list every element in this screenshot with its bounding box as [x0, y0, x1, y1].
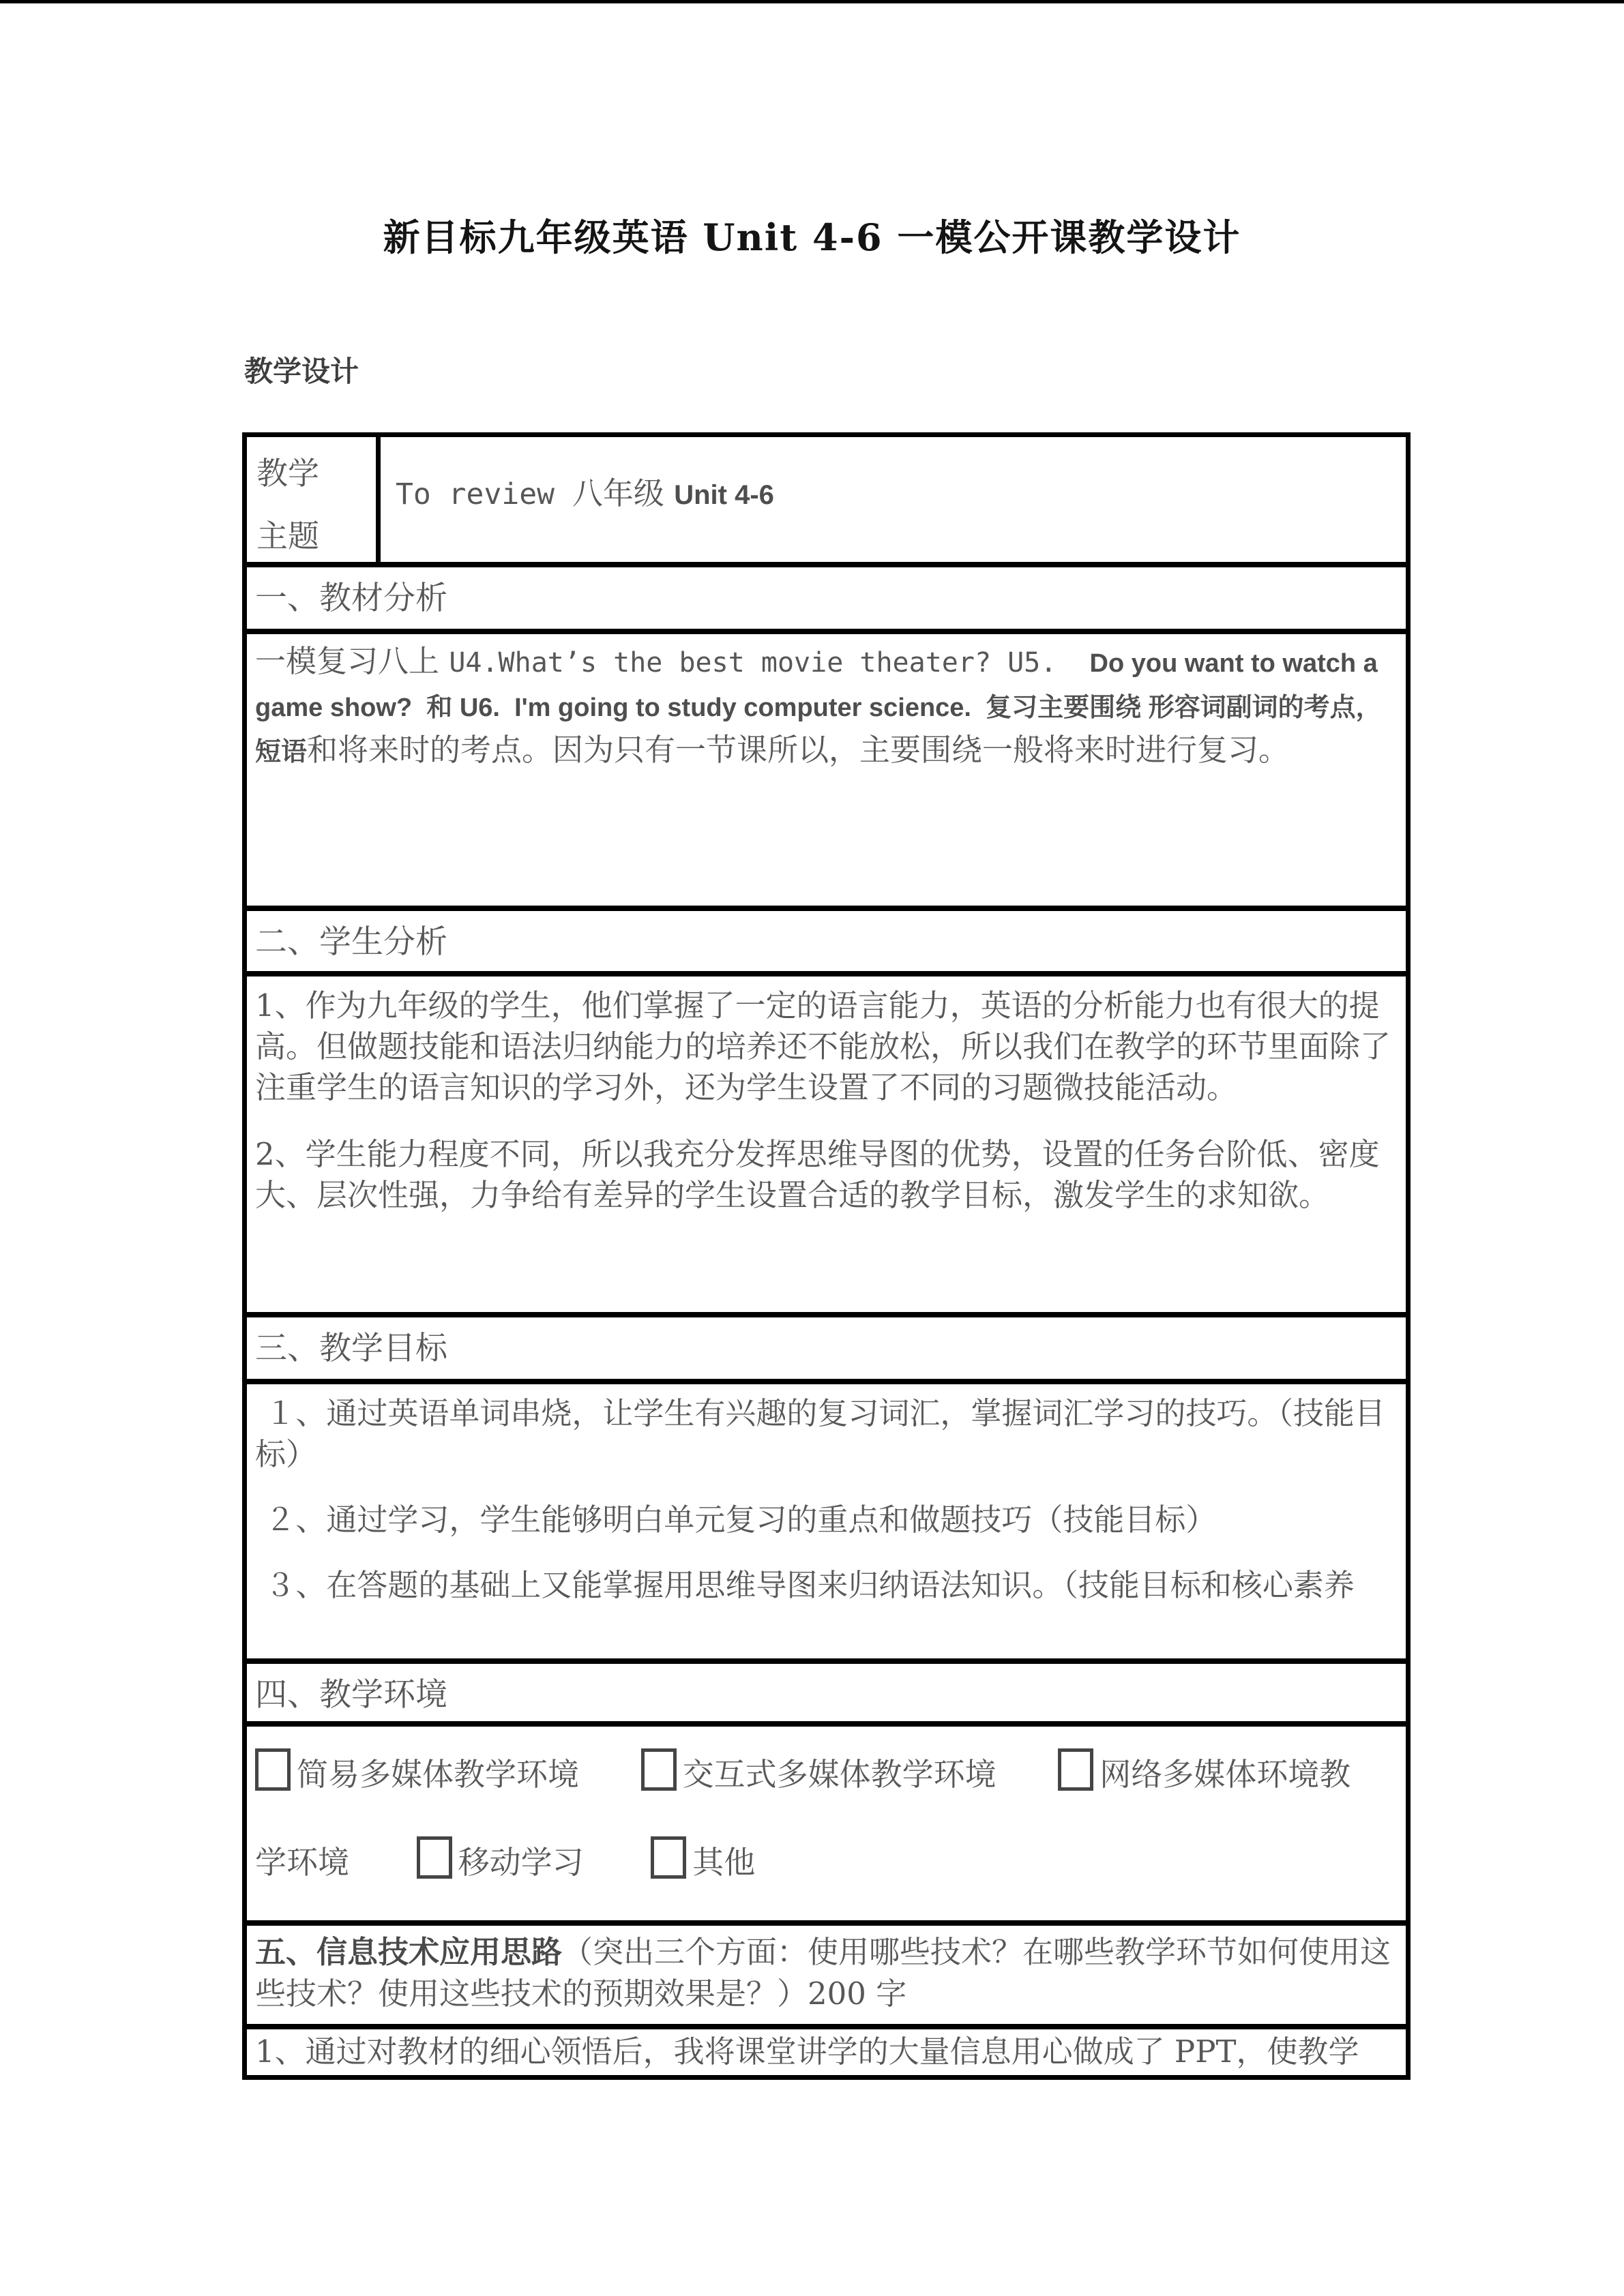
section1-body-row — [247, 634, 1406, 911]
section1-header-row — [247, 567, 1406, 634]
env-options-line1 — [255, 1748, 1399, 1798]
theme-label-line1: 教学 — [256, 455, 319, 492]
env-option-label-3-part: 网络多媒体环境教 — [1099, 1756, 1351, 1793]
section4-header-row — [247, 1664, 1406, 1727]
teaching-design-table — [242, 432, 1411, 2080]
env-option-label-4: 移动学习 — [458, 1844, 584, 1881]
section1-run-bold: Do you want to watch a game show? 和 U6. I'm going to study computer science. 复习主要围绕 形容词副词的考点，短语 — [255, 649, 1385, 766]
section2-header-row — [247, 911, 1406, 976]
env-option-label-1: 简易多媒体教学环境 — [297, 1756, 579, 1793]
section2-header: 二、学生分析 — [255, 923, 447, 961]
env-option-label-2: 交互式多媒体教学环境 — [682, 1756, 996, 1793]
section3-header-row — [247, 1317, 1406, 1384]
section3-item1: １、通过英语单词串烧，让学生有兴趣的复习词汇，掌握词汇学习的技巧。（技能目标） — [255, 1395, 1385, 1472]
theme-value-cell — [381, 437, 1406, 562]
empty-checkbox-icon[interactable] — [417, 1836, 452, 1879]
empty-checkbox-icon[interactable] — [651, 1836, 686, 1879]
env-options-line2 — [255, 1836, 1399, 1886]
section2-paragraph2: 2、学生能力程度不同，所以我充分发挥思维导图的优势，设置的任务台阶低、密度大、层次性强，力争给有差异的学生设置合适的教学目标，激发学生的求知欲。 — [255, 1136, 1380, 1213]
theme-value-unit: Unit 4-6 — [674, 480, 774, 510]
theme-value-english: To review — [396, 477, 572, 511]
section5-header-paragraph — [255, 1931, 1395, 2014]
section3-header: 三、教学目标 — [255, 1330, 447, 1367]
env-option-label-3-rest: 学环境 — [255, 1844, 349, 1881]
section3-item3: ３、在答题的基础上又能掌握用思维导图来归纳语法知识。（技能目标和核心素养 — [255, 1567, 1355, 1603]
section4-header: 四、教学环境 — [255, 1676, 447, 1714]
section5-paragraph: 1、通过对教材的细心领悟后，我将课堂讲学的大量信息用心做成了 PPT，使教学 — [255, 2033, 1359, 2070]
section1-header: 一、教材分析 — [255, 580, 447, 617]
section2-paragraph1: 1、作为九年级的学生，他们掌握了一定的语言能力，英语的分析能力也有很大的提高。但做题技能和语法归纳能力的培养还不能放松，所以我们在教学的环节里面除了注重学生的语言知识的学习外，还为学生设置了不同的习题微技能活动。 — [255, 987, 1391, 1105]
theme-label-cell — [247, 437, 381, 562]
section1-run-mono: U4.What’s the best movie theater? U5. — [449, 647, 1090, 679]
section5-body-row — [247, 2029, 1406, 2075]
section5-header: 五、信息技术应用思路 — [255, 1934, 563, 1970]
theme-value-grade: 八年级 — [572, 475, 675, 511]
table-row-theme — [247, 437, 1406, 567]
section5-header-note: （突出三个方面：使用哪些技术？在哪些教学环节如何使用这些技术？使用这些技术的预期效果是？）200 字 — [255, 1934, 1391, 2012]
section1-paragraph — [255, 640, 1395, 773]
env-option-label-5: 其他 — [692, 1844, 756, 1881]
section3-item2: ２、通过学习，学生能够明白单元复习的重点和做题技巧（技能目标） — [255, 1502, 1217, 1538]
theme-value-text — [396, 468, 774, 513]
empty-checkbox-icon[interactable] — [255, 1748, 291, 1791]
document-title: 新目标九年级英语 Unit 4-6 一模公开课教学设计 — [383, 215, 1241, 259]
section1-run-cn1: 一模复习八上 — [255, 643, 449, 679]
section2-body-row — [247, 976, 1406, 1317]
theme-label-line2: 主题 — [256, 518, 319, 554]
empty-checkbox-icon[interactable] — [641, 1748, 677, 1791]
top-border-line — [0, 0, 1624, 3]
empty-checkbox-icon[interactable] — [1058, 1748, 1093, 1791]
doc-section-heading: 教学设计 — [244, 355, 359, 388]
section3-body-row — [247, 1384, 1406, 1664]
section1-run-cn2: 和将来时的考点。因为只有一节课所以，主要围绕一般将来时进行复习。 — [307, 732, 1290, 768]
section5-header-row — [247, 1926, 1406, 2029]
section4-body-row — [247, 1727, 1406, 1926]
